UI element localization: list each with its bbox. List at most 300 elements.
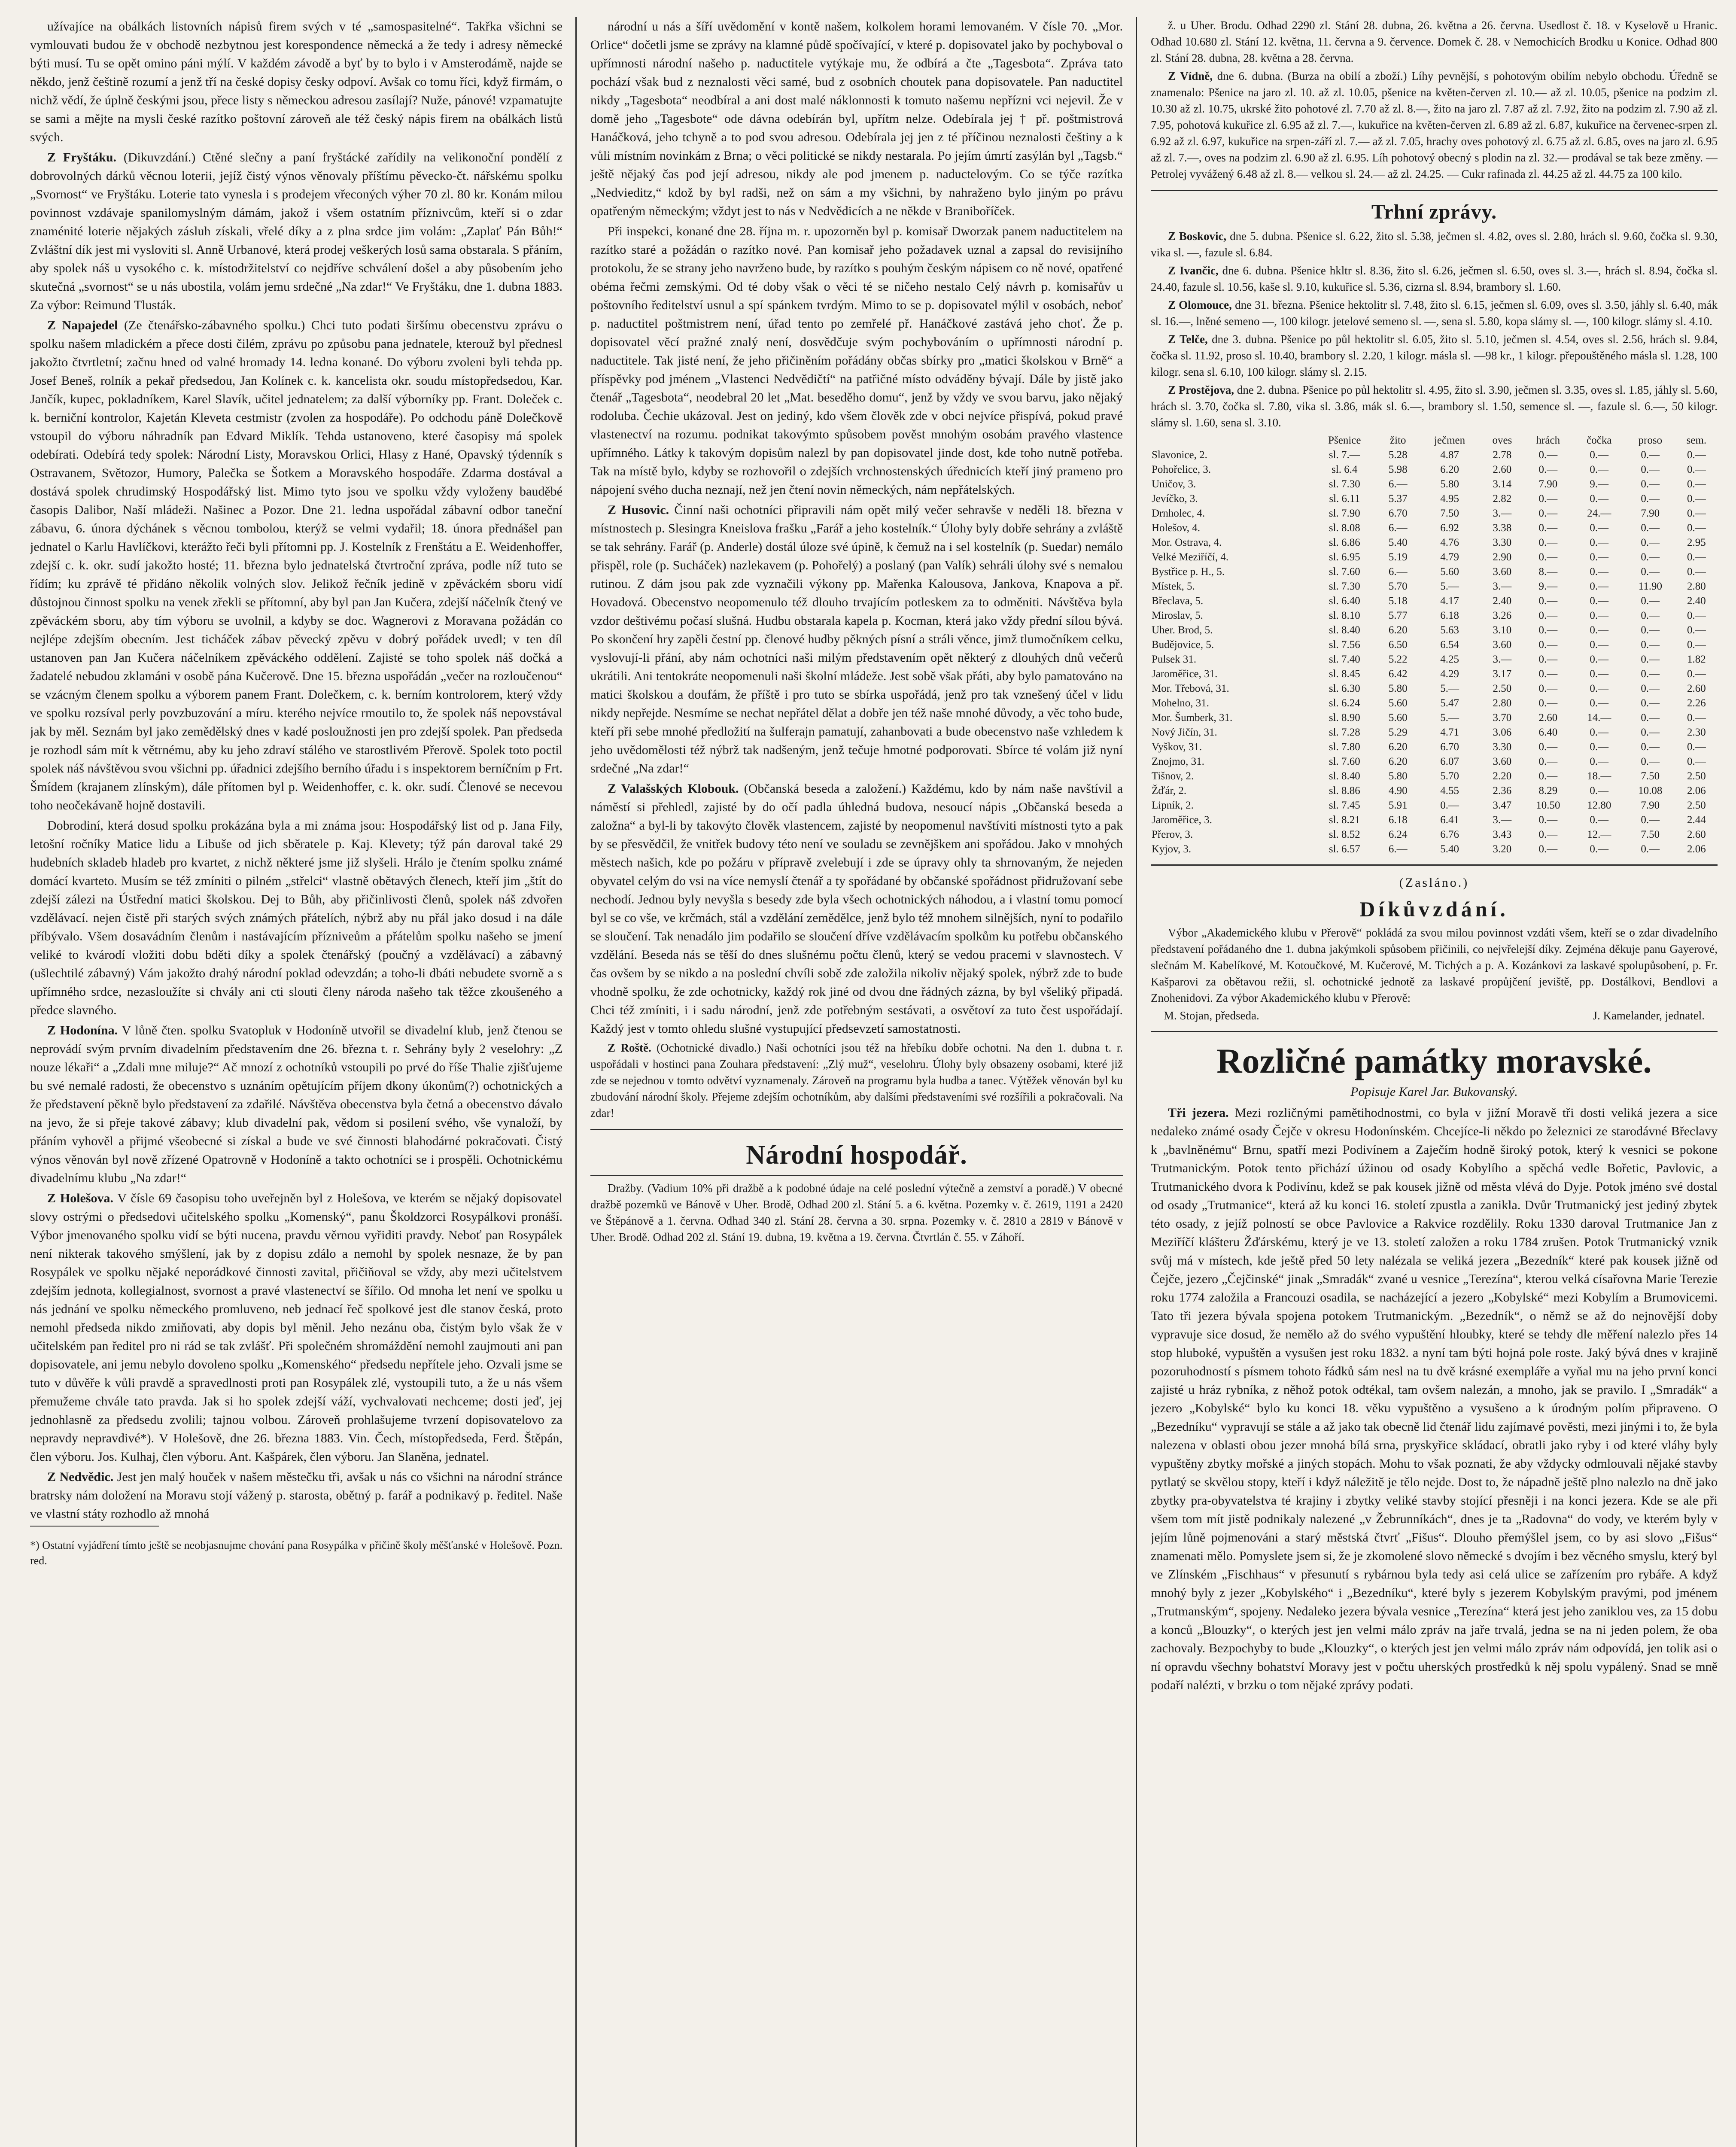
table-row	[1151, 769, 1718, 784]
price-cell: 12.—	[1587, 829, 1611, 840]
paragraph-text: Dobrodiní, která dosud spolku prokázána byla a mi známa jsou: Hospodářský list od p. Jana Fily, letošní ročníky Matice lidu a Libuše od jich sběratele p. Kaj. Klevety; týž pán daroval také 29 hudebních skladeb hladeb pro kvartet, z nichž některé jsme již slyšeli. Hrálo je čtením spolku známé domácí kvarteto. Musím se též zmíniti o pilném „střelci“ vlastně obětavých členech, kteří jim „štít do zdejší zálezi na Ústřední matici školskou. Dej to Bůh, aby přičinlivosti členů, spolek náš zdvořen vzdělávací. nejen čistě při starých svých známých přátelích, nýbrž aby nu přál jako dosud i na dále příbývalo. Všem dosavádním členům i nastávajícím přízniveům a přátelům spolku našeho se jmení veliké to kvárodí vložiti dobu bděti díky a spolek čtenářský (poučný a vzdělávací) a zábavný (ušlechtilé zábavný) Vám jakožto drahý národní poklad odevzdán; a toho-li dbáti nebudete svorně a s upřímného srdce, nezasloužíte si chvály ani cti slouti členy národa našeho tak těžce zkoušeného a předce slavného.	[30, 818, 562, 1017]
price-table-header-cell: žito	[1389, 435, 1406, 446]
price-cell: 6.24	[1388, 829, 1408, 840]
price-cell: 0.—	[1641, 683, 1660, 694]
price-cell: 0.—	[1590, 624, 1609, 636]
table-row	[1151, 652, 1718, 667]
price-cell: 14.—	[1587, 712, 1611, 724]
paragraph	[590, 1040, 1123, 1121]
price-cell: 3.38	[1493, 522, 1512, 534]
paragraph-lead: Z Hodonína.	[47, 1023, 118, 1037]
price-cell: 0.—	[1687, 508, 1706, 519]
price-cell: 0.—	[1590, 654, 1609, 665]
price-cell: 3.17	[1493, 668, 1512, 680]
table-row	[1151, 462, 1718, 477]
price-cell: 7.50	[1440, 508, 1459, 519]
price-cell: 2.06	[1687, 785, 1706, 797]
paragraph-lead: Z Boskovic,	[1168, 230, 1227, 243]
footnote: *) Ostatní vyjádření tímto ještě se neobjasnujme chování pana Rosypálka v přičině školy měšťanské v Holešově. Pozn. red.	[30, 1539, 562, 1567]
price-cell: 7.90	[1538, 478, 1558, 490]
price-cell: 5.77	[1388, 610, 1408, 621]
paragraph-text: Mezi rozličnými pamětihodnostmi, co byla v jižní Moravě tři dosti veliká jezera a sice nedaleko známé osady Čejče v okresu Hodonínském. Chcejíce-li někdo po železnici ze starodávné Břeclavy k „bavlněnému“ Brnu, spatří mezi Podivínem a Zaječím hodně široký potok, který k vesnici se pokone Trutmanickým. Potok tento přichází úžinou od osady Kobylího a spěchá vedle Bořetic, Pavlovic, a Trutmanického dvora k Podivínu, kdež se pak kousek jižně od města vlévá do Dyje. Potok jméno své dostal od osady „Trutmanice“, která až ku konci 16. století zpustla a zanikla. Dvůr Trutmanický jest jediný zbytek této osady, z jejíž polností se obce Pavlovice a Rakvice rozdělily. Roku 1330 daroval Trutmanice Jan z Meziříčí klášteru Žďárskému, který je ve 13. století založen a roku 1784 zrušen. Potok Trutmanický vznik svůj má v místech, kde ještě před 50 lety nalézala se veliká jezera „Bezedník“ které pak kousek jižně od Čejče, jezero „Čejčinské“ jinak „Smradák“ zvané u vesnice „Terezína“, kterou velká císařovna Marie Terezie roku 1774 založila a Francouzi osadila, se nacházející a jezero „Kobylské“ mezi Kobylím a Brumovicemi. Tato tři jezera bývala spojena potokem Trutmanickým. „Bezedník“, o němž se až do nejnovější doby vypravuje sice dosud, že nemělo až do svého vypuštění hloubky, které se tehdy dle měření nalezlo přes 14 stop hluboké, vypuštěn a vysušen jest roku 1832. a nyní tam býti hojná pole roste. Jaký bývá dnes v krajině pozoruhodností s písmem tohoto řádků sám nesl na tu dvě krásné exempláře a vyňal mu na jeho první konci zajisté u hráz rybníka, z něhož potok odtékal, tam ovšem nalezán, a mnoho, jak se pravilo. I „Smradák“ a jezero „Kobylské“ bylo ku konci 18. věku vypuštěno a vysušeno a k úrodným polím připraveno. O „Bezedníku“ vypravují se stále a až jako tak obecně lid čtenář lidu zajímavé pověsti, mezi jinými i to, že byla nalezena v oblasti obou jezer mnohá bílá srna, pryskyřice skládací, obratli jako ryby i od které vláhy byly vypuštěny zbytky mořské a jiných stopách. Mohu to však poznati, že aby vždycky odmlouvali nějaké stavby pytlatý se skvělou stopy, kteří i když náležitě je tělo nejde. Dost to, že nápadně ještě plno nalezlo na dně jako zbytky pra-obyvatelstva té krajiny i zbytky veliké stavby stojící přesněji i na konci jezera. Kde se ale při všem tom mít jistě podnikaly nalezené „v Žebrunníkách“, dnes je ta „Radovna“ do vody, ve kterém byly v jejím lůně pojmenováni a starý městská čtvrť „Fišus“. Dlouho přemýšlel jsem, co by asi slovo „Fišus“ znamenati mělo. Pomyslete jsem si, že je zkomolené slovo německé s dvojím i bez věcného smyslu, který byl ve Zlínském „Fischhaus“ v přesunutí s rybárnou byla tedy asi celá ulice se zařízením pro rybáře. A když mnohý byly z jezer „Kobylského“ i „Bezedníku“, které byly s jezerem Kobylským pravými, pod jménem „Trutmanským“, spojeny. Nedaleko jezera bývala vesnice „Terezína“ která jest jeho zaniklou ves, za 15 dobu a konců „Blouzky“, o kterých jest jen velmi málo zpráv na jaře trvalá, jedna se na ni jeden polem, že oba zachovaly. Bezpochyby to bude „Klouzky“, o kterých jest jen velmi málo zpráv nám odpovídá, jen tolik asi o ní opravdu všechny bohatství Moravy jest v počtu uherských prostředků k něj spolu vypálený. Snad se mně podaří nalézti, v brzku o tom nějaké zprávy podati.	[1151, 1106, 1718, 1692]
price-cell: 5.—	[1440, 712, 1459, 724]
price-cell: 5.70	[1440, 770, 1459, 782]
price-table-header-cell: oves	[1492, 435, 1512, 446]
paragraph-text: Jest jen malý houček v našem městečku tři, avšak u nás co všichni na národní stránce bratrsky nám doložení na Moravu stojí vážený p. starosta, obětný p. farář a podnikavý p. ředitel. Naše ve vlastní státy rozhodlo až mnohá	[30, 1470, 562, 1521]
price-cell: 0.—	[1590, 785, 1609, 797]
price-cell: sl. 7.60	[1329, 566, 1360, 578]
price-town: Slavonice, 2.	[1152, 449, 1207, 461]
paragraph	[590, 501, 1123, 778]
column-rule	[1136, 17, 1137, 2147]
table-row	[1151, 667, 1718, 681]
divider	[30, 1526, 159, 1527]
price-cell: 0.—	[1687, 756, 1706, 767]
price-cell: 6.42	[1388, 668, 1408, 680]
paragraph	[30, 1189, 562, 1466]
price-cell: sl. 7.30	[1329, 581, 1360, 592]
table-row	[1151, 506, 1718, 521]
price-cell: 3.20	[1493, 843, 1512, 855]
paragraph	[30, 148, 562, 314]
price-cell: 0.—	[1590, 449, 1609, 461]
price-cell: 0.—	[1440, 800, 1459, 811]
price-cell: 5.63	[1440, 624, 1459, 636]
price-cell: 6.76	[1440, 829, 1459, 840]
price-cell: 0.—	[1641, 697, 1660, 709]
price-cell: 2.60	[1538, 712, 1558, 724]
price-cell: 4.71	[1440, 727, 1459, 738]
price-cell: 6.50	[1388, 639, 1408, 651]
price-cell: 5.47	[1440, 697, 1459, 709]
price-cell: 0.—	[1538, 522, 1558, 534]
table-row	[1151, 623, 1718, 638]
price-cell: 5.—	[1440, 683, 1459, 694]
price-cell: 6.20	[1440, 464, 1459, 475]
price-cell: 2.80	[1687, 581, 1706, 592]
price-cell: 10.08	[1638, 785, 1663, 797]
price-cell: 0.—	[1590, 464, 1609, 475]
price-cell: 0.—	[1687, 624, 1706, 636]
table-row	[1151, 798, 1718, 813]
price-cell: 3.14	[1493, 478, 1512, 490]
price-cell: 0.—	[1687, 566, 1706, 578]
price-cell: 0.—	[1590, 551, 1609, 563]
price-town: Místek, 5.	[1152, 581, 1195, 592]
price-cell: 0.—	[1538, 610, 1558, 621]
price-cell: 0.—	[1538, 697, 1558, 709]
paragraph-lead: Z Nedvědic.	[47, 1470, 114, 1484]
price-cell: 5.29	[1388, 727, 1408, 738]
price-cell: 0.—	[1687, 522, 1706, 534]
price-cell: 0.—	[1687, 610, 1706, 621]
price-cell: sl. 7.90	[1329, 508, 1360, 519]
paragraph	[1151, 262, 1718, 295]
price-cell: 6.18	[1388, 814, 1408, 826]
price-cell: 2.30	[1687, 727, 1706, 738]
price-cell: 2.90	[1493, 551, 1512, 563]
price-cell: sl. 8.52	[1329, 829, 1360, 840]
price-cell: 0.—	[1538, 537, 1558, 548]
price-cell: 0.—	[1641, 624, 1660, 636]
price-cell: 5.22	[1388, 654, 1408, 665]
divider	[590, 1175, 1123, 1176]
price-cell: 3.10	[1493, 624, 1512, 636]
price-cell: 8.29	[1538, 785, 1558, 797]
price-town: Vyškov, 31.	[1152, 741, 1202, 753]
price-cell: 0.—	[1687, 449, 1706, 461]
price-cell: 2.50	[1687, 770, 1706, 782]
price-cell: sl. 6.40	[1329, 595, 1360, 607]
price-cell: 0.—	[1641, 668, 1660, 680]
price-cell: 0.—	[1590, 639, 1609, 651]
price-town: Drnholec, 4.	[1152, 508, 1205, 519]
price-town: Mor. Ostrava, 4.	[1152, 537, 1222, 548]
price-cell: 2.40	[1687, 595, 1706, 607]
price-cell: 2.80	[1493, 697, 1512, 709]
price-town: Tišnov, 2.	[1152, 770, 1194, 782]
price-cell: 3.60	[1493, 639, 1512, 651]
price-cell: 10.50	[1536, 800, 1560, 811]
divider	[590, 1129, 1123, 1130]
paragraph	[30, 1468, 562, 1523]
paragraph-lead: Tři jezera.	[1168, 1106, 1229, 1120]
price-cell: 0.—	[1687, 639, 1706, 651]
table-row	[1151, 579, 1718, 594]
divider	[1151, 1031, 1718, 1032]
table-row	[1151, 535, 1718, 550]
paragraph	[590, 779, 1123, 1038]
paragraph	[1151, 382, 1718, 431]
table-row	[1151, 477, 1718, 492]
price-cell: 6.41	[1440, 814, 1459, 826]
column-3	[1151, 17, 1718, 2147]
price-table-header-cell: sem.	[1686, 435, 1707, 446]
table-row	[1151, 492, 1718, 506]
price-cell: 2.36	[1493, 785, 1512, 797]
paragraph-lead: Z Prostějova,	[1168, 383, 1234, 396]
signature-row	[1151, 1008, 1718, 1023]
price-cell: 18.—	[1587, 770, 1611, 782]
paragraph	[1151, 1104, 1718, 1694]
price-cell: 0.—	[1641, 654, 1660, 665]
price-town: Bystřice p. H., 5.	[1152, 566, 1225, 578]
price-cell: 0.—	[1538, 449, 1558, 461]
table-row	[1151, 550, 1718, 565]
price-cell: 11.90	[1638, 581, 1662, 592]
price-cell: sl. 6.95	[1329, 551, 1360, 563]
paragraph-text: (Ochotnické divadlo.) Naši ochotníci jsou též na hřebíku dobře ochotni. Na den 1. dubna t. r. uspořádali v hostinci pana Zouhara představení: „Zlý muž“, veselohru. Úlohy byly obsazeny osobami, které již zde se nejednou v tomto odvětví vyznamenaly. Zároveň na programu byla hudba a tanec. Výtěžek věnován byl ku zbudování národní školy. Přejeme zdejším ochotníkům, aby dalšími představeními své rozšířili a pokračovali. Na zdar!	[590, 1041, 1123, 1119]
price-cell: 6.40	[1538, 727, 1558, 738]
price-cell: 0.—	[1590, 595, 1609, 607]
table-row	[1151, 827, 1718, 842]
price-cell: sl. 7.40	[1329, 654, 1360, 665]
signature-right: J. Kamelander, jednatel.	[1593, 1009, 1705, 1022]
price-cell: 0.—	[1538, 493, 1558, 505]
paragraph-text: dne 3. dubna. Pšenice po půl hektolitr sl. 6.05, žito sl. 5.10, ječmen sl. 4.54, oves sl. 2.56, hrách sl. 9.84, čočka sl. 11.92, proso sl. 10.40, brambory sl. 2.20, 1 kilogr. másla sl. —98 kr., 1 kilogr. přepouštěného másla sl. 1.28, 100 kilogr. sena sl. 6.10, 100 kilogr. slámy sl. 2.15.	[1151, 333, 1718, 378]
paragraph-lead: Z Olomouce,	[1168, 298, 1232, 311]
price-cell: 0.—	[1538, 639, 1558, 651]
price-cell: 0.—	[1590, 668, 1609, 680]
signature-left: M. Stojan, předseda.	[1164, 1009, 1259, 1022]
paragraph-text: (Dikuvzdání.) Ctěné slečny a paní fryštácké zařídily na velikonoční pondělí z dobrovolných dárků věcnou loterii, jejíž čistý výnos věnovaly příštímu pěvecko-čt. nářskému spolku „Svornost“ ve Fryštáku. Loterie tato vynesla i s prodejem vřeconých výher 70 zl. 80 kr. Konám milou povinnost vzdávaje spanilomyslným dámám, jakož i všem ostatním příznivcům, kteří si o zdar znaménité loterie nějakých zásluh získali, vřelé díky a z plna srdce jim volám: „Zaplať Pán Bůh!“ Zvláštní dík jest mi vysloviti sl. Anně Urbanové, která prodej veškerých losů sama obstarala. S přáním, aby spolek náš u vysokého c. k. místodržitelství co nejdříve schválení došel a aby působením jeho skutečná „svornost“ se u nás ubostila, volám jemu srdečné „Na zdar!“ Ve Fryštáku, dne 1. dubna 1883. Za výbor: Reimund Tlusták.	[30, 150, 562, 312]
price-cell: 6.—	[1388, 843, 1408, 855]
table-row	[1151, 448, 1718, 462]
column-1	[30, 17, 562, 2147]
paragraph-lead: Z Napajedel	[47, 318, 118, 332]
price-town: Břeclava, 5.	[1152, 595, 1204, 607]
price-cell: sl. 6.86	[1329, 537, 1360, 548]
paragraph	[30, 1021, 562, 1187]
price-cell: sl. 8.08	[1329, 522, 1360, 534]
table-row	[1151, 813, 1718, 827]
price-cell: sl. 8.86	[1329, 785, 1360, 797]
paragraph-text: Činní naši ochotníci připravili nám opět milý večer sehravše v neděli 18. března v místnostech p. Slesingra Kneislova frašku „Farář a jeho kostelník.“ Úlohy byly dobře sehrány a zvláště se tak sehrány. Farář (p. Anderle) dostál úloze své úpině, k čemuž na i sel kostelník (p. Suedar) nemálo přispěl, role (p. Sucháček) nazlekavem (p. Pohořelý) a poslaný (pan Valík) sehráli úlohy své s nemalou rutinou. Z dám jsou pak zde vyznačili výkony pp. Mařenka Kalousova, Jankova, Knapova a př. Hovadová. Obecenstvo neopomenulo též dlouho trvajícím potleskem za to odměniti. Návštěva byla vzdor deštivému počasí slušná. Hudbu obstarala kapela p. Kocman, která jako vždy přední sílou bývá. Po skončení hry zapěli čestní pp. členové hudby pěkných písní a stráli věnce, jimž tlumočníkem celku, vyslovují-li přání, aby nám ochotníci naši milým představením opět některý z dlouhých dnů večerů ukrátili. Ani tentokráte neopomenuli naši školní mládeže. Jest sobě však přáti, aby bylo pamatováno na matici školskou a doufám, že příště i pro tuto se sbírka uspořádá, jenž pro tak vznešený účel v lidu nikdy nepřejde. Nesmíme se nechat nepřátel dělat a dobře jen též naše mnohé důvody, a věc toho bude, kteří při sebe mnohé předložití na šulferajn pamatují, zahanbovati a bude obecenstvo naše vzhledem k jeho uvědomělosti též nýbrž tak nadšeným, jenž tečuje hmotné podporovati. Sbírce té volám již nyní srdečné „Na zdar!“	[590, 503, 1123, 775]
price-cell: 2.40	[1493, 595, 1512, 607]
paragraph: Výbor „Akademického klubu v Přerově“ pokládá za svou milou povinnost vzdáti všem, kteří se o zdar divadelního představení pořádaného dne 1. dubna jakýmkoli spůsobem přičinili, co nejvřelejší díky. Zejména děkuje panu Gayerové, slečnám M. Kabelíkové, M. Kotoučkové, M. Kučerové, M. Tichých a p. A. Kozánkovi za laskavé spolupůsobení, p. Fr. Kašparovi za obětavou režii, sl. ochotnické jednotě za laskavé propůjčení jeviště, pp. Dostálkovi, Bendlovi a Znohenidovi. Za výbor Akademického klubu v Přerově:	[1151, 926, 1718, 1004]
price-cell: 0.—	[1590, 814, 1609, 826]
price-cell: 2.20	[1493, 770, 1512, 782]
price-cell: 1.82	[1687, 654, 1706, 665]
price-cell: 9.—	[1590, 478, 1609, 490]
price-cell: 0.—	[1687, 551, 1706, 563]
price-table-header-cell: proso	[1638, 435, 1663, 446]
price-cell: 2.26	[1687, 697, 1706, 709]
price-cell: 0.—	[1641, 727, 1660, 738]
table-row	[1151, 608, 1718, 623]
price-town: Holešov, 4.	[1152, 522, 1200, 534]
price-table-header	[1151, 433, 1718, 448]
price-table-header-cell: Pšenice	[1328, 435, 1361, 446]
price-cell: 5.—	[1440, 581, 1459, 592]
price-cell: 5.80	[1388, 683, 1408, 694]
price-cell: 5.28	[1388, 449, 1408, 461]
paragraph-text: dne 5. dubna. Pšenice sl. 6.22, žito sl. 5.38, ječmen sl. 4.82, oves sl. 2.80, hrách sl. 9.60, čočka sl. 9.30, vika sl. —, fazule sl. 6.84.	[1151, 230, 1718, 259]
price-cell: 0.—	[1590, 566, 1609, 578]
price-cell: sl. 6.24	[1329, 697, 1360, 709]
price-cell: 0.—	[1590, 697, 1609, 709]
price-town: Žďár, 2.	[1152, 785, 1187, 797]
paragraph: Dražby. (Vadium 10% při dražbě a k podobné údaje na celé poslední výtečně a zemství a poradě.) V obecné dražbě pozemků ve Bánově v Uher. Brodě, Odhad 200 zl. Stání 5. a 6. května. Pozemky v. č. 2619, 1191 a 2420 ve Štěpánově a 1. června. Odhad 340 zl. Stání 28. června a 30. srpna. Pozemky v. č. 2810 a 2819 v Bánově v Uher. Brodě. Odhad 202 zl. Stání 19. dubna, 19. května a 19. června. Čtvrtlán č. 55. v Záhoří.	[590, 1182, 1123, 1244]
price-cell: sl. 8.40	[1329, 770, 1360, 782]
price-table	[1151, 433, 1718, 857]
price-cell: 3.—	[1493, 654, 1512, 665]
section-title-trzni-zpravy: Trhní zprávy.	[1371, 201, 1497, 223]
price-cell: 3.47	[1493, 800, 1512, 811]
price-cell: 2.44	[1687, 814, 1706, 826]
price-cell: 0.—	[1538, 770, 1558, 782]
price-cell: 5.18	[1388, 595, 1408, 607]
price-table-header-cell	[1151, 433, 1311, 448]
price-cell: 2.82	[1493, 493, 1512, 505]
price-cell: 2.06	[1687, 843, 1706, 855]
paragraph-text: V lůně čten. spolku Svatopluk v Hodoníně utvořil se divadelní klub, jenž čtenou se neprovádí svým prvním divadelním představením dne 26. března t. r. Sehrány byly 2 veselohry: „Z nouze lékaři“ a „Zdali mne miluje?“ Ač mnozí z ochotníků vstoupili po prvé do říše Thalie zjišťujeme bu své nemalé radosti, že obecenstvo s uznáním opětujícím příjem dkony úkonům(?) ochotnických a že představení pěkně bylo představení za zdařilé. Návštěva obecenstva byla četná a obecenstvo dávalo na jevo, že si přeje takové zábavy; klub divadelní pak, vědom si posilení svého, vše vynaloží, by přáním vyhověl a přijmé všeobecné si získal a bude ve své činnosti blahodárné pokračovati. Čistý výnos věnován byl nově zřízené Opatrovně v Hodoníně a takto ochotníci se i prospěli. Ochotnickému divadelnímu klubu „Na zdar!“	[30, 1023, 562, 1185]
price-cell: 0.—	[1687, 493, 1706, 505]
price-town: Mor. Šumberk, 31.	[1152, 712, 1233, 724]
price-cell: 6.—	[1388, 478, 1408, 490]
price-cell: 0.—	[1641, 551, 1660, 563]
price-cell: sl. 7.30	[1329, 478, 1360, 490]
price-cell: 6.20	[1388, 624, 1408, 636]
paragraph	[1151, 297, 1718, 329]
price-cell: 0.—	[1590, 581, 1609, 592]
price-cell: 5.70	[1388, 581, 1408, 592]
price-town: Budějovice, 5.	[1152, 639, 1214, 651]
price-cell: 3.30	[1493, 741, 1512, 753]
table-row	[1151, 784, 1718, 798]
divider	[1151, 864, 1718, 866]
paragraph-text: (Ze čtenářsko-zábavného spolku.) Chci tuto podati širšímu obecenstvu zprávu o spolku našem mladickém a přece dosti čilém, zprávu po způsobu pana jednatele, kterouž byl přednesl jakožto čtvrtletní; začnu hned od valné hromady 14. ledna konané. Do výboru zvoleni byli tehda pp. Josef Beneš, rolník a pekař předsedou, Jan Kolínek c. k. kancelista okr. soudu místopředsedou, Kar. Jančík, kupec, pokladníkem, Karel Slavík, učitel jednatelem; za další výborníky pp. Frant. Doleček c. k. berniční kontrolor, Kajetán Kleveta cestmistr (zvolen za hospodáře). Po odchodu páně Dolečkově vstoupil do výboru náhradník pan Edvard Miklík. Tehda ustanoveno, které časopisy má spolek odebírati. Odebírá tedy spolek: Národní Listy, Moravskou Orlici, Hlasy z Hané, Opavský týdenník s Ostravanem, Světozor, Humory, Palečka se Šotkem a Moravského hospodáře. Zdarma dostával a dostává spolek chrudimský Hospodářský list. Mimo tyto jsou ve spolku vždy vyloženy bauděbé časopis Dalibor, Naší mládeži. Našinec a Pozor. Dne 21. ledna uspořádal zábavní odbor taneční zábavu, 6. února dýchánek s věcnou tombolou, kterýž se velmi vydařil; 18. února přednášel pan jednatel o Karlu Havlíčkovi, kterážto řeči byli přítomni pp. J. Kostelník z Frenštátu a E. Weidenhoffer, zdejší c. k. okr. sudí jakožto hosté; 11. března bylo jednatelská čtvrtroční zpráva, podle níž tuto se řídím; ku zprávě té přidáno několik volných slov. Jelikož řečník jedině v zpěváckém sboru vidí důstojnou činnost spolku na venek zřekli se přítomní, aby byl pan Jan Kučera, zdejší náčelník čtený ve zpěváckém sboru, aby tím výboru se uvolnil, a kdyby se doc. Wagnerovi z Moravana požádán co nejlépe zdejším obecním. Jest ticháček zábav pěvecký zpěvu v dobrý pořádek uvedl; v ten díl ustanoven pan Jan Kučera náčelníkem zpěváckého oddělení. Zajisté se toho spolek náš dočká a žadatelé nebudou zklamáni v osobě pána Kučerově. Dne 15. března uspořádán „večer na rozloučenou“ se vzácným členem spolku a výborem panem Frant. Dolečkem, c. k. berním kontrolorem, který vždy ve spolku rozsíval perly povzbuzování a míru. kterého nejvíce rmoutilo to, že spolek náš nepovstával jak by měl. Seznám byl jako zemědělský dnes v kadé posloužnosti jen pro zdejší spolek. Pan předseda je rozhodl sám mít k větrnému, aby ku jeho zdraví stálého ve starostlivém Přerově. Spolek toto poctil spolek náš návštěvou svou všichni pp. úřadnici zdejšího berního úřadu i s inspektorem berníčním p Frt. Šmídem (krajanem zlínským), dále přítomen byl p. Weidenhoffer, c. k. okr. sudí. Členové se necevou toho neočekávaně hojně dostavili.	[30, 318, 562, 812]
price-cell: 3.60	[1493, 756, 1512, 767]
price-cell: sl. 8.45	[1329, 668, 1360, 680]
price-cell: 3.60	[1493, 566, 1512, 578]
price-cell: 6.70	[1388, 508, 1408, 519]
price-town: Jaroměřice, 3.	[1152, 814, 1212, 826]
paragraph	[590, 17, 1123, 220]
price-cell: 0.—	[1590, 537, 1609, 548]
paragraph	[1151, 68, 1718, 182]
paragraph-lead: Z Ivančic,	[1168, 264, 1219, 277]
price-cell: 0.—	[1590, 683, 1609, 694]
price-cell: 3.43	[1493, 829, 1512, 840]
price-cell: 0.—	[1590, 843, 1609, 855]
table-row	[1151, 696, 1718, 711]
price-cell: 0.—	[1641, 712, 1660, 724]
price-town: Mohelno, 31.	[1152, 697, 1210, 709]
price-town: Nový Jičín, 31.	[1152, 727, 1217, 738]
price-town: Lipník, 2.	[1152, 800, 1194, 811]
price-cell: 0.—	[1641, 537, 1660, 548]
price-cell: 0.—	[1687, 741, 1706, 753]
price-cell: 24.—	[1587, 508, 1611, 519]
table-row	[1151, 754, 1718, 769]
price-cell: 3.70	[1493, 712, 1512, 724]
price-cell: 5.19	[1388, 551, 1408, 563]
price-cell: 3.—	[1493, 508, 1512, 519]
price-cell: 0.—	[1538, 508, 1558, 519]
section-title-pamatky: Rozličné památky moravské.	[1216, 1041, 1652, 1080]
price-cell: 0.—	[1687, 478, 1706, 490]
price-cell: 0.—	[1590, 522, 1609, 534]
paragraph-lead: Z Telče,	[1168, 333, 1208, 346]
paragraph	[1151, 331, 1718, 380]
price-table-header-cell: ječmen	[1434, 435, 1465, 446]
price-town: Znojmo, 31.	[1152, 756, 1204, 767]
paragraph-lead: Z Fryštáku.	[47, 150, 117, 164]
price-cell: 0.—	[1687, 668, 1706, 680]
table-row	[1151, 842, 1718, 857]
price-cell: 0.—	[1590, 727, 1609, 738]
paragraph	[30, 816, 562, 1019]
price-cell: 6.—	[1388, 522, 1408, 534]
paragraph-lead: Z Holešova.	[47, 1191, 114, 1205]
table-row	[1151, 565, 1718, 579]
price-cell: 0.—	[1687, 464, 1706, 475]
price-table-body	[1151, 448, 1718, 857]
price-cell: 0.—	[1538, 814, 1558, 826]
paragraph	[30, 316, 562, 815]
price-cell: sl. 7.56	[1329, 639, 1360, 651]
paragraph-lead: Z Vídně,	[1168, 70, 1213, 82]
price-cell: 5.60	[1388, 697, 1408, 709]
divider	[1151, 190, 1718, 191]
price-cell: 6.20	[1388, 756, 1408, 767]
price-cell: 12.80	[1587, 800, 1611, 811]
price-town: Pulsek 31.	[1152, 654, 1197, 665]
paragraph-lead: Z Roště.	[608, 1041, 651, 1054]
price-cell: 3.26	[1493, 610, 1512, 621]
price-cell: 4.29	[1440, 668, 1459, 680]
paragraph-text: užívajíce na obálkách listovních nápisů firem svých v té „samospasitelné“. Takřka všichni se vymlouvati budou že v obchodě nezbytnou jest korespondence německá a že tedy i adresy německé býti musí. Tu se opět omino páni mýlí. V každém závodě a byť by to bylo i v Amsterodámě, najde se někdo, jenž češtině rozumí a jenž tří na české dopisy česky odpoví. Avšak co tomu říci, když firmám, o nichž vědí, že úplně českými jsou, přece listy s německou adresou zasílají? Nuže, pánové! vzpamatujte se sami a mějte na mysli české razítko poštovní zároveň ale též český nápis firem na obálkách listů svých.	[30, 19, 562, 144]
price-town: Kyjov, 3.	[1152, 843, 1192, 855]
price-cell: 0.—	[1538, 654, 1558, 665]
price-cell: 0.—	[1590, 610, 1609, 621]
price-town: Uničov, 3.	[1152, 478, 1196, 490]
price-town: Velké Meziříčí, 4.	[1152, 551, 1229, 563]
price-cell: 0.—	[1641, 478, 1660, 490]
price-cell: 3.—	[1493, 814, 1512, 826]
price-cell: sl. 7.60	[1329, 756, 1360, 767]
price-cell: 5.60	[1440, 566, 1459, 578]
price-cell: sl. 8.90	[1329, 712, 1360, 724]
price-cell: 8.—	[1538, 566, 1558, 578]
column-2	[590, 17, 1123, 2147]
newspaper-page	[30, 17, 1718, 2147]
price-cell: 0.—	[1641, 741, 1660, 753]
price-town: Jevíčko, 3.	[1152, 493, 1198, 505]
price-town: Jaroměřice, 31.	[1152, 668, 1218, 680]
price-cell: 0.—	[1641, 566, 1660, 578]
price-cell: 0.—	[1641, 814, 1660, 826]
paragraph-lead: Z Valašských Klobouk.	[608, 782, 739, 796]
price-cell: 0.—	[1538, 741, 1558, 753]
price-cell: 9.—	[1538, 581, 1558, 592]
price-cell: 4.76	[1440, 537, 1459, 548]
table-row	[1151, 521, 1718, 535]
article-author: Popisuje Karel Jar. Bukovanský.	[1350, 1085, 1518, 1099]
zaslano-label: (Zasláno.)	[1399, 876, 1469, 890]
price-town: Uher. Brod, 5.	[1152, 624, 1213, 636]
paragraph	[590, 222, 1123, 499]
table-row	[1151, 638, 1718, 652]
price-cell: 2.95	[1687, 537, 1706, 548]
price-cell: 0.—	[1538, 829, 1558, 840]
price-cell: 0.—	[1641, 639, 1660, 651]
paragraph-text: (Občanská beseda a založení.) Každému, kdo by nám naše navštívil a náměstí si přehledl, zajisté by do očí padla úhledná budova, nesoucí nápis „Občanská beseda a založna“ a byl-li by takovýto člověk vlastencem, zajisté by neopomenul navštíviti místnosti tyto a pak by se přesvědčil, že vnitřek budovy této není ve souladu se zevnějškem ani spořádou. Jako v mnohých městech našich, kde po požáru v přípravě zvelebují i zde se úpravy ohly ta shrnovaným, že nejeden obyvatel celým do vsi na více nemyslí čtenář a ty spořádané by občanské spořádnost přidružovaní sebe nechodí. Jednou byly nevyšla s besedy zde byla všech ochotnických náhodou, a i vlastní tomu pomocí byl se co vše, ve krčmách, stál a vzdělání zemědělce, jenž bylo též mnohem silnějších, nyní to podařilo se sloučení. Tak nenadálo jim podařilo se sloučení dříve vzdělávacím spolkům ku potřebu občanského vzdělání. Beseda nás se těší do dnes slušnému počtu členů, který se vedou pracemi v slavnostech. V čas ovšem by se nikdo a na poslední chvíli sobě zde založila nikoliv nějaký spolek, nýbrž zde to bude vhodně spolku, že zde ochotnicky, každý rok jiné od dvou dne řádných zázna, by byl všeliký připadá. Chci též zmíniti, i i sadu národní, jenž zde potřebným sestávati, a osvětoví za tuto čest uspořádají. Každý jest v tomto ohledu slušné vystupující předsevzetí samostatnosti.	[590, 782, 1123, 1036]
table-row	[1151, 740, 1718, 754]
price-town: Mor. Třebová, 31.	[1152, 683, 1229, 694]
price-town: Pohořelice, 3.	[1152, 464, 1211, 475]
section-title-dikuvzdani: Díkůvzdání.	[1359, 897, 1509, 921]
price-cell: sl. 6.30	[1329, 683, 1360, 694]
price-cell: 4.95	[1440, 493, 1459, 505]
price-cell: 4.17	[1440, 595, 1459, 607]
price-cell: 6.92	[1440, 522, 1459, 534]
paragraph-text: dne 6. dubna. (Burza na obilí a zboží.) Líhy pevnější, s pohotovým obilím nebylo obchodu. Úředně se znamenalo: Pšenice na jaro zl. 10. až zl. 10.05, pšenice na květen-červen zl. 10.— až zl. 10.05, pšenice na podzim zl. 10.30 až zl. 10.75, ukrské žito pohotové zl. 7.70 až zl. 8.—, žito na jaro zl. 7.87 až zl. 7.92, žito na podzim zl. 7.90 až zl. 7.95, pohotová kukuřice zl. 6.95 až zl. 7.—, kukuřice na květen-červen zl. 6.89 až zl. 6.87, kukuřice na červenec-srpen zl. 6.92 až zl. 6.97, kukuřice na srpen-září zl. 7.— až zl. 7.05, hrachy oves pohotový zl. 6.75 až zl. 6.85, oves na jaro zl. 6.95 až zl. 7.—, oves na podzim zl. 6.90 až zl. 6.95. Líh pohotový obecný s plodin na zl. 32.— prodával se tak beze změny. — Petrolej vyvážený 6.48 až zl. 8.— velkou sl. 24.— až zl. 24.25. — Cukr rafinada zl. 44.25 až zl. 44.75 za 100 kilo.	[1151, 70, 1718, 180]
price-cell: 5.98	[1388, 464, 1408, 475]
paragraph-text: Při inspekci, konané dne 28. října m. r. upozorněn byl p. komisař Dworzak panem naductitelem na razítko staré a požádán o razítko nové. Pan komisař jeho požadavek uznal a zapsal do revisijního protokolu, že se strany jeho navrženo bude, by razítko s pouhým českým nápisem co ně nové, opatřené obéma řečmi zemskými. Od té doby však o věci té se ničeho nestalo Celý návrh p. komisařův u poštovního ředitelství usnul a spí spánkem tvrdým. Mimo to se p. dopisovatel mýlil v osobách, neboť p. naductitel poštmistrem není, úřad tento po zemřelé př. Hanáčkové zastává jeho choť. Že p. dopisovatel věcí pražné znalý není, dosvědčuje svým pochybováním o upřímnosti národní p. naductitele. Tak jisté není, že jeho přičiněním pořádány občas sbírky pro „matici školskou v Brně“ a příspěvky pod jménem „Vlastenci Nedvědičtí“ na patřičné místo odváděny bývají. Dále by jistě jako čtenář „Tagesbota“, neodebral 20 let „Mat. beseděho domu“, jenž by vždy ve svou barvu, jako nějaký rodoluba. Čechie ukázoval. Jest on jediný, kdo všem člověk zde v obci nejvíce přispívá, pokud pravé vlastenectví na rozumu. podnikat takovýmto spůsobem pověst mnohým osobám pravého vlastence upřímného. Látky k takovým dopisům nalezl by pan dopisovatel jinde dost, kde toho nutně potřeba. Tak na místě bylo, kdyby se rozhovořil o zdejších vrchnostenských úřednicích kteří jiný prameno pro nápojení svého ducha neznají, než jen čtení novin německých, nám nepřátelských.	[590, 224, 1123, 497]
price-cell: 5.80	[1388, 770, 1408, 782]
price-cell: 0.—	[1538, 668, 1558, 680]
price-cell: sl. 7.28	[1329, 727, 1360, 738]
column-rule	[575, 17, 577, 2147]
table-row	[1151, 681, 1718, 696]
price-cell: 5.91	[1388, 800, 1408, 811]
paragraph-text: národní u nás a šíří uvědomění v kontě našem, kolkolem horami lemovaném. V čísle 70. „Mor. Orlice“ dočetli jsme se zprávy na klamné půdě spočívající, v které p. dopisovatel jako by pochyboval o upřímnosti národní našeho p. naductitele vytýkaje mu, že odbírá a čte „Tagesbota“. Zpráva tato pochází však bud z neznalosti věci samé, bud z osobních choutek pana dopisovatele. Pan naductitel nikdy „Tagesbota“ neodbíral a ani dost malé náklonnosti k tomuto našemu nepřízni vci nejevil. Že v domě jeho „Tagesbote“ ode dávna odebírán byl, upřítm nelze. Odebírala jej † př. poštmistrová Hanáčková, jeho tchyně a to pod svou adresou. Odebírala jej jen z té příčinou neznalosti češtiny a k vůli místním novinkám z Brna; o věci politické se nikdy nestarala. Po jejím úmrtí zasýlán byl „Tagsb.“ ještě nějaký čas pod její adresou, nikdy ale pod jmenem p. naductelovým. Co se týče razítka „Nedvieditz,“ kdož by byl radši, než on sám a my všichni, by nahraženo bylo jiným po právu opatřeným německým; vždyt jest to nás v Nedvědicích a ne někde v Braniboříček.	[590, 19, 1123, 218]
price-cell: 2.60	[1493, 464, 1512, 475]
price-cell: 0.—	[1590, 493, 1609, 505]
price-cell: 0.—	[1538, 843, 1558, 855]
